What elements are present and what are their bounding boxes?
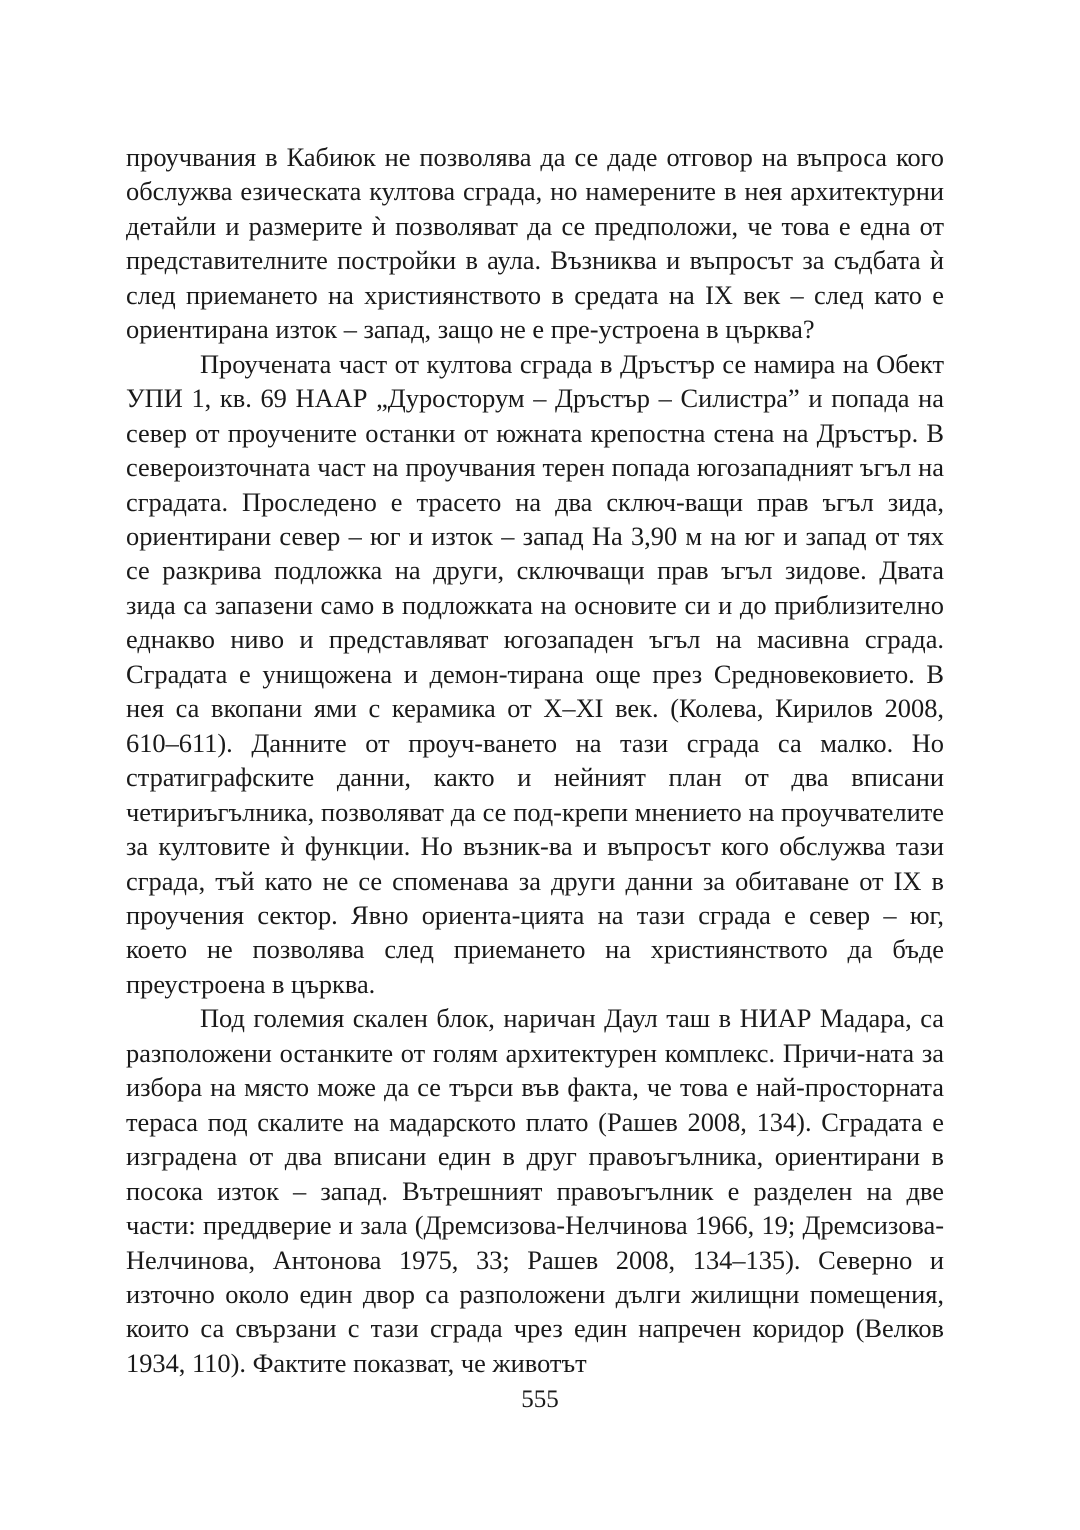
paragraph-3: Под големия скален блок, наричан Даул таш в НИАР Мадара, са разположени останките от голям архитектурен комплекс. Причи-ната за избора на място може да се търси във факта, че това е най-просторната тераса под скалите на мадарското плато (Рашев 2008, 134). Сградата е изградена от два вписани един в друг правоъгълника, ориентирани в посока изток – запад. Вътрешният правоъгълник е разделен на две части: преддверие и зала (Дремсизова-Нелчинова 1966, 19; Дремсизова-Нелчинова, Антонова 1975, 33; Рашев 2008, 134–135). Северно и източно около един двор са разположени дълги жилищни помещения, които са свързани с тази сграда чрез един напречен коридор (Велков 1934, 110). Фактите показват, че животът [126,1003,944,1378]
page-number: 555 [521,1386,559,1413]
page-body [126,140,944,1380]
paragraph-2: Проучената част от култова сграда в Дръстър се намира на Обект УПИ 1, кв. 69 НААР „Дуросторум – Дръстър – Силистра” и попада на север от проучените останки от южната крепостна стена на Дръстър. В североизточната част на проучвания терен попада югозападният ъгъл на сградата. Проследено е трасето на два сключ-ващи прав ъгъл зида, ориентирани север – юг и изток – запад На 3,90 м на юг и запад от тях се разкрива подложка на други, сключващи прав ъгъл зидове. Двата зида са запазени само в подложката на основите си и до приблизително еднакво ниво и представляват югозападен ъгъл на масивна сграда. Сградата е унищожена и демон-тирана още през Средновековието. В нея са вкопани ями с керамика от X–XI век. (Колева, Кирилов 2008, 610–611). Данните от проуч-ването на тази сграда са малко. Но стратиграфските данни, както и нейният план от два вписани четириъгълника, позволяват да се под-крепи мнението на проучвателите за култовите ѝ функции. Но възник-ва и въпросът кого обслужва тази сграда, тъй като не се споменава за други данни за обитаване от IX в проучения сектор. Явно ориента-цията на тази сграда е север – юг, което не позволява след приемането на християнството да бъде преустроена в църква. [126,348,944,999]
paragraph-1: проучвания в Кабиюк не позволява да се даде отговор на въпроса кого обслужва езическата култова сграда, но намерените в нея архитектурни детайли и размерите ѝ позволяват да се предположи, че това е една от представителните постройки в аула. Възниква и въпросът за съдбата ѝ след приемането на християнството в средата на IX век – след като е ориентирана изток – запад, защо не е пре-устроена в църква? [126,142,944,345]
